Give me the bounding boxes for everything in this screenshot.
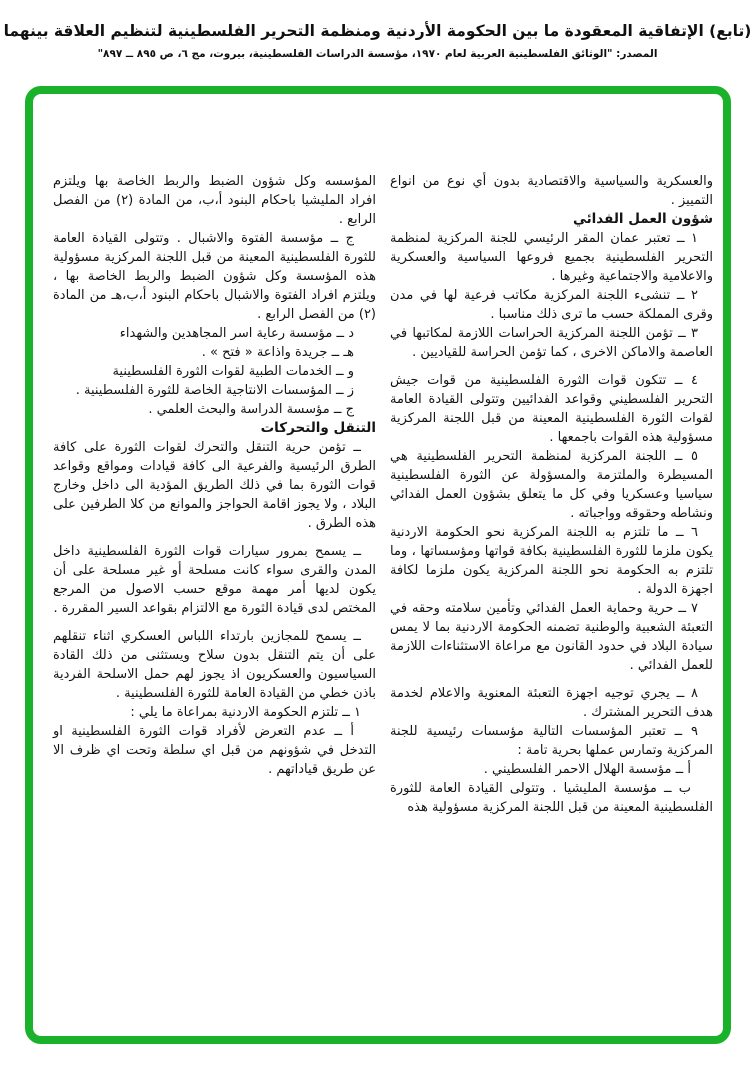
section-heading-movement: التنقل والتحركات bbox=[260, 420, 376, 436]
clause-2: ٢ ــ تنشىء اللجنة المركزية مكاتب فرعية لها في مدن وقرى المملكة حسب ما ترى ذلك مناسبا . bbox=[390, 288, 713, 322]
clause-6: ٦ ــ ما تلتزم به اللجنة المركزية نحو الحكومة الاردنية يكون ملزما للثورة الفلسطينية بكافة قواتها ومؤسساتها ، وما تلتزم به الحكومة نحو اللجنة المركزية يكون ملزما لكافة اجهزة الدولة . bbox=[390, 525, 713, 597]
list-item-c-futuwwa: ج ــ مؤسسة الفتوة والاشبال . وتتولى القيادة العامة للثورة الفلسطينية المعينة من قبل اللجنة المركزية مسؤولية هذه المؤسسة وكل شؤون الضبط والربط الخاصة بها ، ويلتزم افراد الفتوة والاشبال باحكام البنود أ،ب،هـ من المادة (٢) من الفصل الرابع . bbox=[53, 231, 376, 322]
clause-1: ١ ــ تعتبر عمان المقر الرئيسي للجنة المركزية لمنظمة التحرير الفلسطينية بجميع فروعها السياسية والعسكرية والاعلامية والاجتماعية وغيرها . bbox=[390, 231, 713, 284]
list-item-e-fatah-newspaper: هـ ــ جريدة واذاعة « فتح » . bbox=[201, 345, 354, 360]
list-item-h-research-institution: ج ــ مؤسسة الدراسة والبحث العلمي . bbox=[148, 402, 354, 417]
column-right bbox=[390, 172, 713, 817]
list-item-f-medical-services: و ــ الخدمات الطبية لقوات الثورة الفلسطينية bbox=[112, 364, 354, 379]
list-item-g-production-institutions: ز ــ المؤسسات الانتاجية الخاصة للثورة الفلسطينية . bbox=[75, 383, 354, 398]
clause-5: ٥ ــ اللجنة المركزية لمنظمة التحرير الفلسطينية هي المسيطرة والملتزمة والمسؤولة عن الثورة الفلسطينية سياسيا وعسكريا وفي كل ما يتعلق بشؤون العمل الفدائي ونشاطه وحقوقه وواجباته . bbox=[390, 449, 713, 521]
clause-militia-continuation: المؤسسه وكل شؤون الضبط والربط الخاصة بها ويلتزم افراد المليشيا باحكام البنود أ،ب، من المادة (٢) من الفصل الرابع . bbox=[53, 174, 377, 227]
clause-movement-roads: ــ تؤمن حرية التنقل والتحرك لقوات الثورة على كافة الطرق الرئيسية والفرعية الى كافة قيادات ومواقع وقواعد قوات الثورة بما في ذلك الطريق المؤدية الى داخل وخارج البلاد ، ولا يجوز اقامة الحواجز والموانع من كلا الطرفين على هذه الطرق . bbox=[53, 440, 376, 531]
document-header bbox=[0, 22, 755, 60]
clause-obligation-a: أ ــ عدم التعرض لأفراد قوات الثورة الفلسطينية او التدخل في شؤونهم من قبل اي سلطة وتحت اي ظرف الا عن طريق قياداتهم . bbox=[53, 724, 376, 777]
clause-4: ٤ ــ تتكون قوات الثورة الفلسطينية من قوات جيش التحرير الفلسطيني وقواعد الفدائيين وتتولى القيادة العامة لقوات الثورة الفلسطينية المعينة من قبل اللجنة المركزية مسؤولية هذه القوات باجمعها . bbox=[390, 373, 713, 445]
source-citation: المصدر: "الوثائق الفلسطينية العربية لعام ١٩٧٠، مؤسسة الدراسات الفلسطينية، بيروت، مج ٦، ص ٨٩٥ ــ ٨٩٧" bbox=[97, 48, 658, 60]
list-item-a-red-crescent: أ ــ مؤسسة الهلال الاحمر الفلسطيني . bbox=[483, 762, 691, 777]
clause-government-obligations: ١ ــ تلتزم الحكومة الاردنية بمراعاة ما يلي : bbox=[130, 705, 361, 720]
page-title: (تابع) الإتفاقية المعقودة ما بين الحكومة الأردنية ومنظمة التحرير الفلسطينية لتنظيم العلاقة بينهما bbox=[3, 22, 752, 40]
section-heading-fedayeen-affairs: شؤون العمل الفدائي bbox=[572, 211, 713, 227]
clause-7: ٧ ــ حرية وحماية العمل الفدائي وتأمين سلامته وحقه في التعبئة الشعبية والوطنية تضمنه الحكومة الاردنية بما لا يمس سيادة البلاد في حدود القانون مع مراعاة الاستثناءات اللازمة للعمل الفدائي . bbox=[390, 601, 713, 673]
clause-8: ٨ ــ يجري توجيه اجهزة التعبئة المعنوية والاعلام لخدمة هدف التحرير المشترك . bbox=[390, 686, 713, 720]
column-left bbox=[53, 172, 376, 817]
clause-9: ٩ ــ تعتبر المؤسسات التالية مؤسسات رئيسية للجنة المركزية وتمارس عملها بحرية تامة : bbox=[390, 724, 713, 758]
clause-continuation: والعسكرية والسياسية والاقتصادية بدون أي نوع من انواع التمييز . bbox=[390, 174, 713, 208]
list-item-d-martyrs-families: د ــ مؤسسة رعاية اسر المجاهدين والشهداء bbox=[119, 326, 354, 341]
text-columns bbox=[53, 172, 713, 817]
list-item-b-militia: ب ــ مؤسسة المليشيا . وتتولى القيادة العامة للثورة الفلسطينية المعينة من قبل اللجنة المركزية مسؤولية هذه bbox=[390, 781, 713, 815]
clause-military-dress: ــ يسمح للمجازين بارتداء اللباس العسكري اثناء تنقلهم على أن يتم التنقل بدون سلاح ويستثنى من ذلك القادة السياسيون والعسكريون اذ يجوز لهم حمل الاسلحة الفردية باذن خطي من القيادة العامة للثورة الفلسطينية . bbox=[53, 629, 376, 701]
clause-vehicle-passage: ــ يسمح بمرور سيارات قوات الثورة الفلسطينية داخل المدن والقرى سواء كانت مسلحة أو غير مسلحة على أن يكون لديها أمر مهمة موقع حسب الاصول من المرجع المختص لدى قيادة الثورة مع الالتزام بقواعد السير المقررة . bbox=[53, 544, 376, 616]
clause-3: ٣ ــ تؤمن اللجنة المركزية الحراسات اللازمة لمكاتبها في العاصمة والاماكن الاخرى ، كما تؤمن الحراسة للقياديين . bbox=[390, 326, 713, 360]
